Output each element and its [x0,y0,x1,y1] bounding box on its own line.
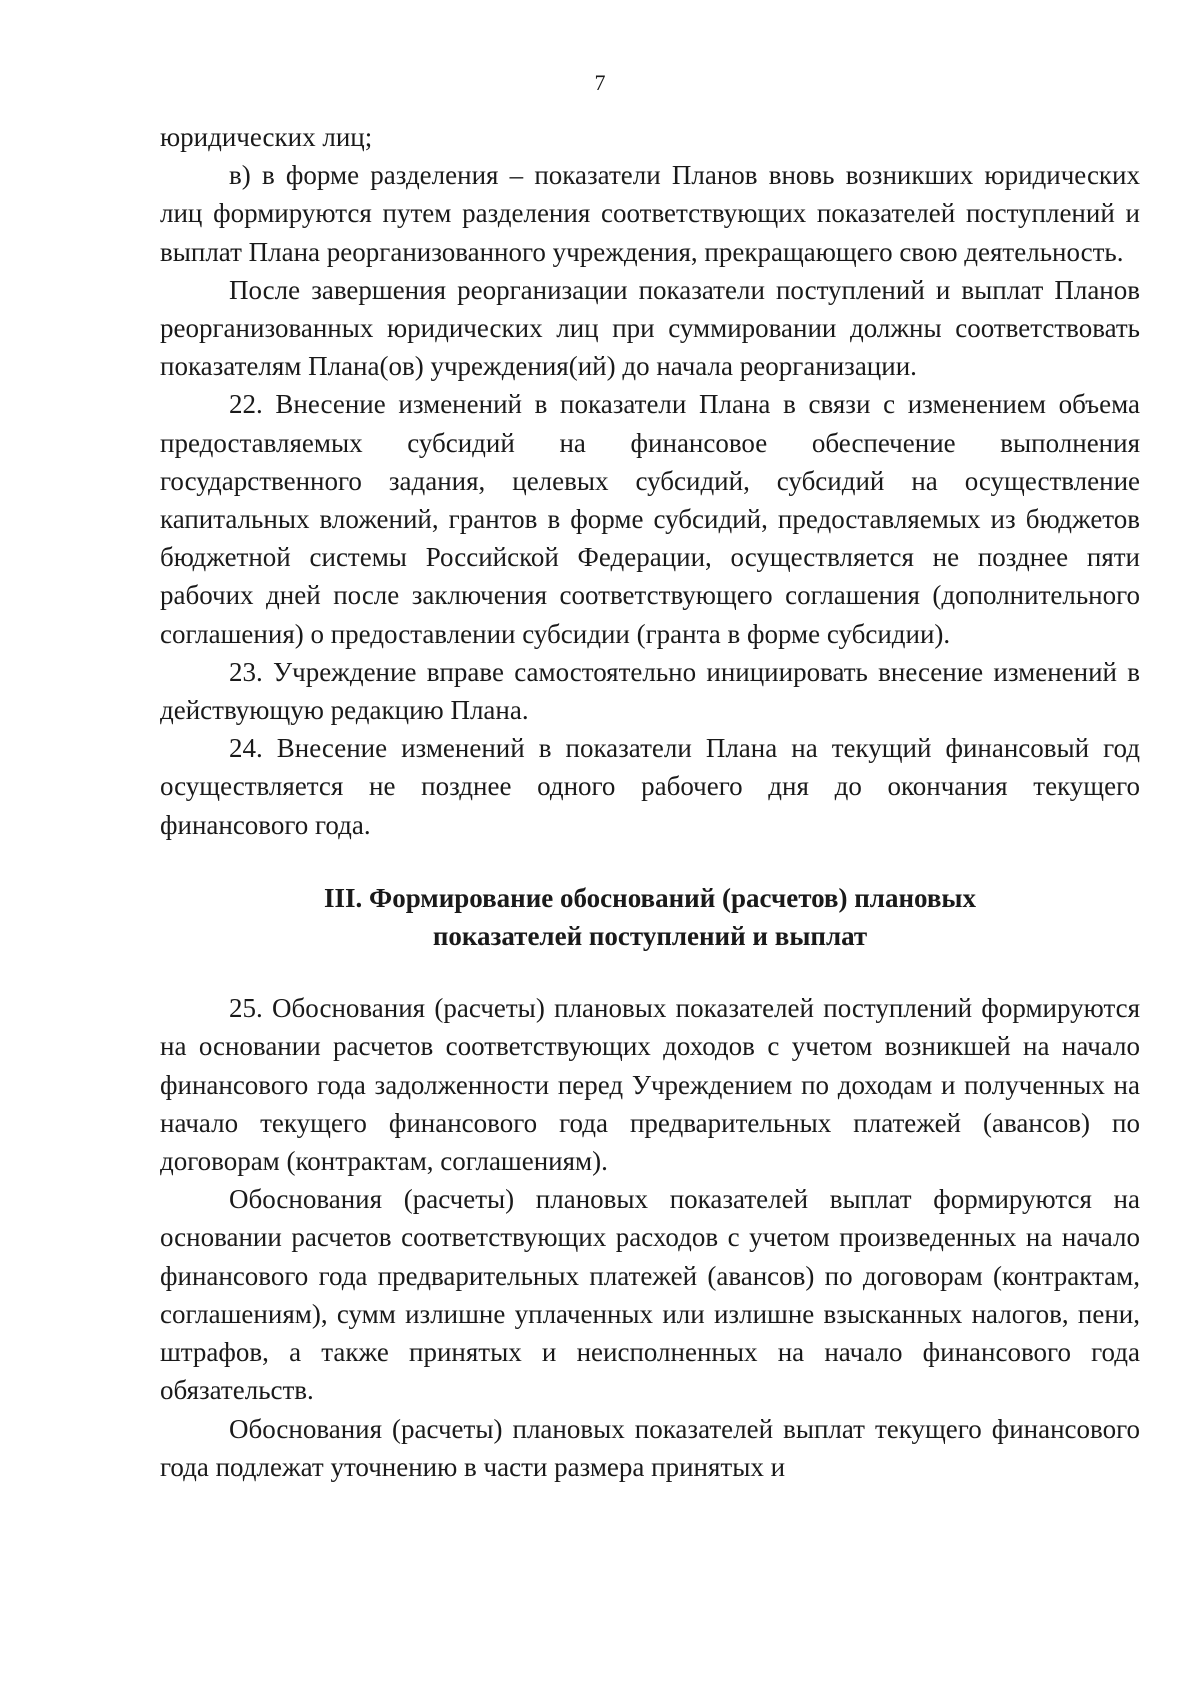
paragraph-current-year-justification: Обоснования (расчеты) плановых показателей выплат текущего финансового года подлежат уточнению в части размера принятых и [160,1413,1140,1482]
paragraph-expense-justification: Обоснования (расчеты) плановых показателей выплат формируются на основании расчетов соответствующих расходов с учетом произведенных на начало финансового года предварительных платежей (авансов) по договорам (контрактам, соглашениям), сумм излишне уплаченных или излишне взысканных налогов, пени, штрафов, а также принятых и неисполненных на начало финансового года обязательств. [160,1184,1140,1406]
paragraph-continuation: юридических лиц; [160,122,373,152]
section-heading-line-2: показателей поступлений и выплат [432,921,868,952]
paragraph-24: 24. Внесение изменений в показатели Плана на текущий финансовый год осуществляется не позднее одного рабочего дня до окончания текущего финансового года. [160,733,1140,840]
document-body [160,118,1140,1486]
paragraph-after-reorganization: После завершения реорганизации показатели поступлений и выплат Планов реорганизованных юридических лиц при суммировании должны соответствовать показателям Плана(ов) учреждения(ий) до начала реорганизации. [160,274,1140,382]
page-number: 7 [594,70,606,95]
section-heading-line-1: III. Формирование обоснований (расчетов) плановых [323,882,977,913]
paragraph-25: 25. Обоснования (расчеты) плановых показателей поступлений формируются на основании расчетов соответствующих доходов с учетом возникшей на начало финансового года задолженности перед Учреждением по доходам и полученных на начало текущего финансового года предварительных платежей (авансов) по договорам (контрактам, соглашениям). [160,993,1140,1177]
paragraph-23: 23. Учреждение вправе самостоятельно инициировать внесение изменений в действующую редакцию Плана. [160,656,1140,726]
paragraph-22: 22. Внесение изменений в показатели Плана в связи с изменением объема предоставляемых субсидий на финансовое обеспечение выполнения государственного задания, целевых субсидий, субсидий на осуществление капитальных вложений, грантов в форме субсидий, предоставляемых из бюджетов бюджетной системы Российской Федерации, осуществляется не позднее пяти рабочих дней после заключения соответствующего соглашения (дополнительного соглашения) о предоставлении субсидии (гранта в форме субсидии). [160,389,1140,649]
paragraph-item-v: в) в форме разделения – показатели Планов вновь возникших юридических лиц формируются путем разделения соответствующих показателей поступлений и выплат Плана реорганизованного учреждения, прекращающего свою деятельность. [160,160,1140,267]
section-heading [160,879,1140,955]
